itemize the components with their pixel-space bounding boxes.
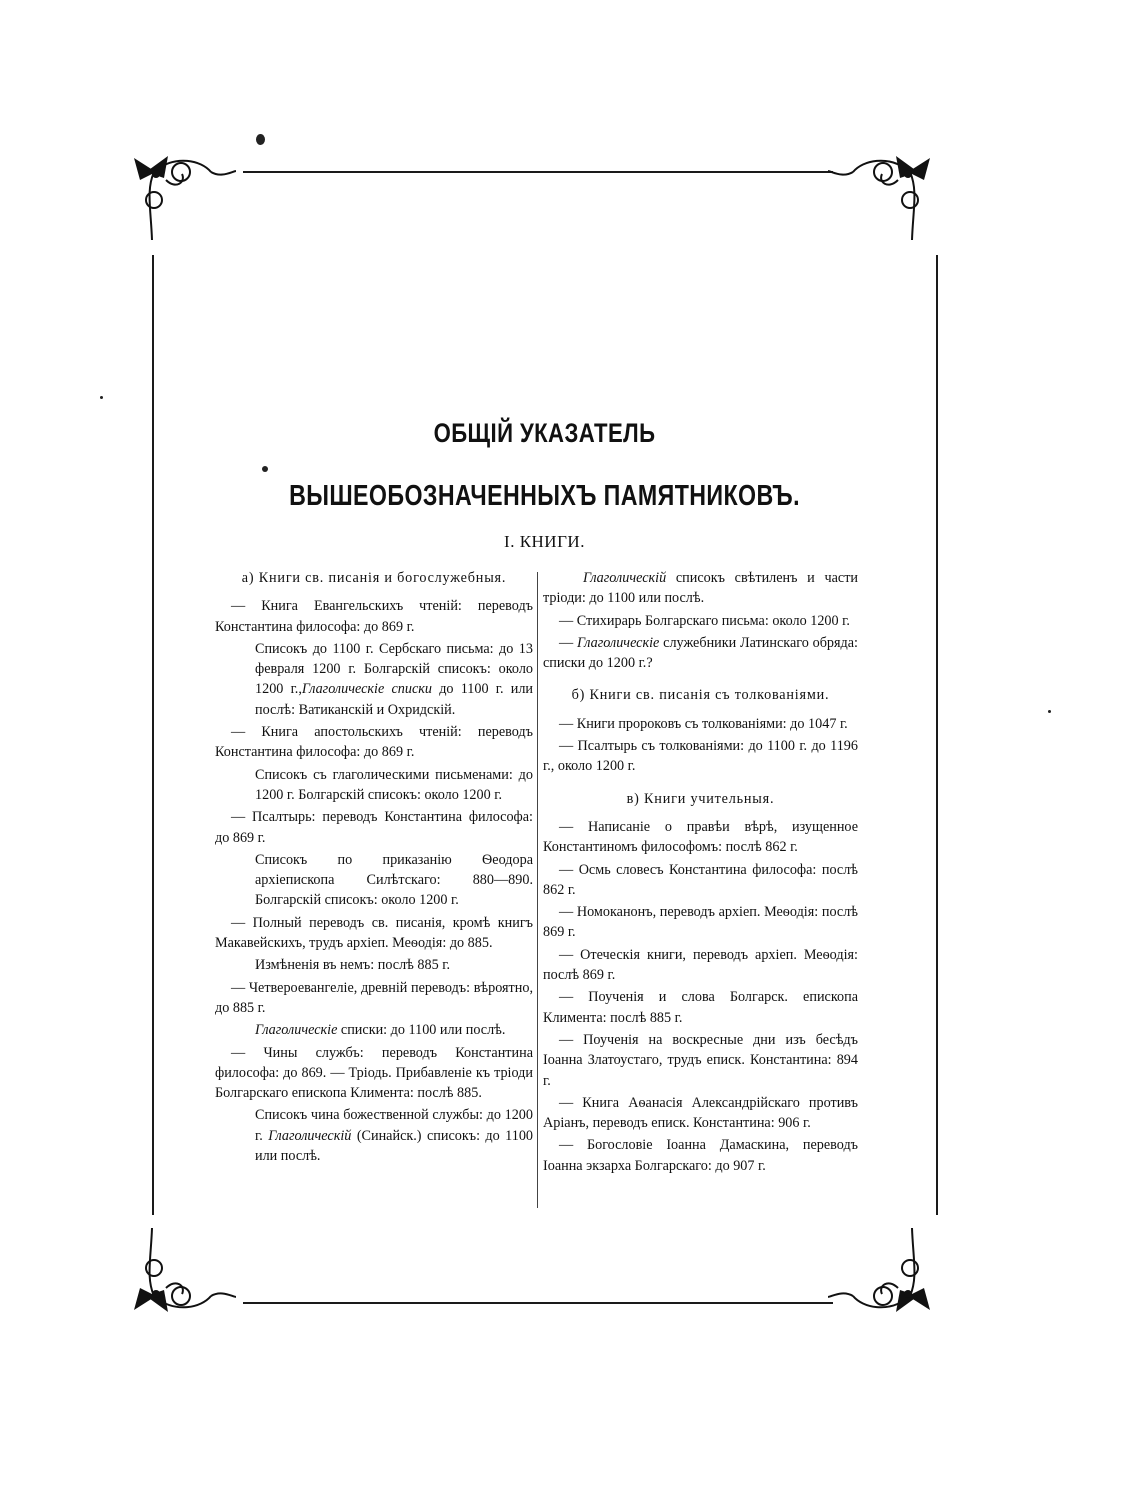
index-entry: — Четвероевангеліе, древній переводъ: вѣроятно, до 885 г. bbox=[215, 979, 533, 1016]
corner-ornament-icon bbox=[828, 1228, 938, 1318]
frame-bottom-border bbox=[243, 1302, 833, 1304]
page-title: ОБЩІЙ УКАЗАТЕЛЬ bbox=[433, 418, 656, 448]
index-subentry: Измѣненія въ немъ: послѣ 885 г. bbox=[255, 957, 451, 974]
section-heading: I. КНИГИ. bbox=[504, 532, 585, 551]
spacer bbox=[543, 675, 858, 685]
index-entry: — Книга Евангельскихъ чтеній: переводъ Константина философа: до 869 г. bbox=[215, 598, 533, 635]
corner-ornament-icon bbox=[828, 150, 938, 240]
index-subentry: Глаголическіе списки: до 1100 или послѣ. bbox=[255, 1022, 506, 1039]
index-entry: — Книга апостольскихъ чтеній: переводъ Константина философа: до 869 г. bbox=[215, 724, 533, 761]
index-subentry: Списокъ съ глаголическими письменами: до 1200 г. Болгарскій списокъ: около 1200 г. bbox=[255, 766, 533, 803]
index-entry: — Чины службъ: переводъ Константина философа: до 869. — Тріодь. Прибавленіе къ тріоди Болгарскаго епископа Климента: послѣ 885. bbox=[215, 1044, 533, 1102]
index-subentry: Списокъ до 1100 г. Сербскаго письма: до 13 февраля 1200 г. Болгарскій списокъ: около 1200 г.,Глаголическіе списки до 1100 г. или послѣ: Ватиканскій и Охридскій. bbox=[255, 640, 533, 718]
index-entry: — Поученія и слова Болгарск. епископа Климента: послѣ 885 г. bbox=[543, 989, 858, 1026]
spacer bbox=[543, 779, 858, 789]
page-subtitle: ВЫШЕОБОЗНАЧЕННЫХЪ ПАМЯТНИКОВЪ. bbox=[289, 480, 800, 512]
index-entry: — Осмь словесъ Константина философа: послѣ 862 г. bbox=[543, 861, 858, 898]
column-divider bbox=[537, 572, 538, 1208]
subsection-heading: а) Книги св. писанія и богослужебныя. bbox=[241, 570, 507, 586]
scan-speck bbox=[1048, 710, 1051, 713]
frame-top-border bbox=[243, 171, 833, 173]
scan-speck bbox=[100, 396, 103, 399]
index-entry: — Стихирарь Болгарскаго письма: около 1200 г. bbox=[559, 612, 850, 629]
index-subentry: Списокъ по приказанію Ѳеодора архіепископа Силѣтскаго: 880—890. Болгарскій списокъ: около 1200 г. bbox=[255, 851, 533, 909]
index-entry: — Отеческія книги, переводъ архіеп. Меѳодія: послѣ 869 г. bbox=[543, 946, 858, 984]
index-entry: — Глаголическіе служебники Латинскаго обряда: списки до 1200 г.? bbox=[543, 634, 858, 672]
index-entry: — Книга Аѳанасія Александрійскаго противъ Аріанъ, переводъ еписк. Константина: 906 г. bbox=[543, 1094, 858, 1132]
scan-speck bbox=[262, 466, 268, 472]
index-entry: — Псалтырь: переводъ Константина философа: до 869 г. bbox=[215, 809, 533, 846]
index-subentry: Списокъ чина божественной службы: до 1200 г. Глаголическій (Синайск.) списокъ: до 1100 или послѣ. bbox=[255, 1107, 534, 1165]
index-entry: — Книги пророковъ съ толкованіями: до 1047 г. bbox=[559, 715, 848, 732]
index-entry: — Полный переводъ св. писанія, кромѣ книгъ Макавейскихъ, трудъ архіеп. Меѳодія: до 885. bbox=[215, 914, 533, 952]
frame-left-border bbox=[152, 255, 154, 1215]
corner-ornament-icon bbox=[126, 150, 236, 240]
index-entry: — Поученія на воскресные дни изъ бесѣдъ Іоанна Златоустаго, трудъ еписк. Константина: 894 г. bbox=[543, 1031, 858, 1089]
frame-right-border bbox=[936, 255, 938, 1215]
index-entry: — Богословіе Іоанна Дамаскина, переводъ Іоанна экзарха Болгарскаго: до 907 г. bbox=[543, 1137, 858, 1174]
index-entry: — Написаніе о правѣи вѣрѣ, изущенное Константиномъ философомъ: послѣ 862 г. bbox=[543, 818, 858, 856]
right-column bbox=[543, 568, 858, 1178]
index-entry: Глаголическій списокъ свѣтиленъ и части тріоди: до 1100 или послѣ. bbox=[543, 570, 858, 607]
index-entry: — Псалтырь съ толкованіями: до 1100 г. до 1196 г., около 1200 г. bbox=[543, 738, 858, 775]
index-entry: — Номоканонъ, переводъ архіеп. Меѳодія: послѣ 869 г. bbox=[543, 904, 858, 941]
subsection-heading: в) Книги учительныя. bbox=[626, 790, 775, 807]
scan-speck bbox=[256, 134, 265, 145]
subsection-heading: б) Книги св. писанія съ толкованіями. bbox=[571, 687, 830, 704]
left-column bbox=[215, 568, 533, 1168]
corner-ornament-icon bbox=[126, 1228, 236, 1318]
